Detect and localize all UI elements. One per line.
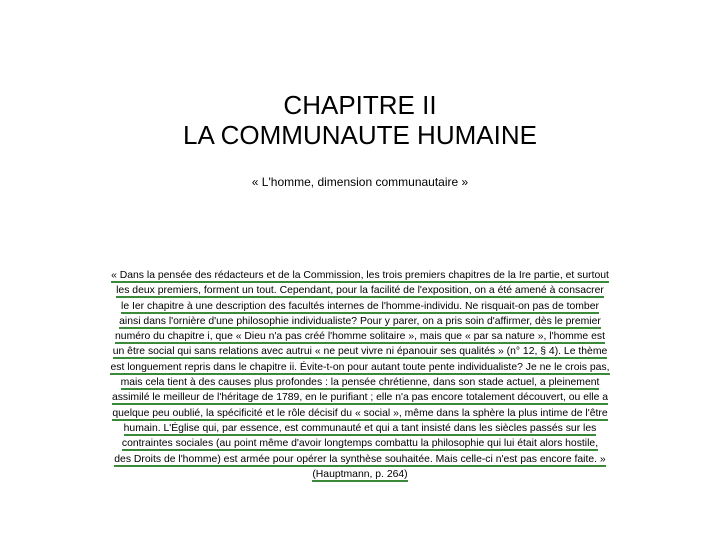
quotation-line: les deux premiers, forment un tout. Cependant, pour la facilité de l'exposition, on a été amené à consacrer [116,285,604,297]
quotation-line: est longuement repris dans le chapitre ii. Évite-t-on pour autant toute pente individualiste? Je ne le crois pas, [110,361,610,373]
quotation-block [66,268,654,482]
quotation-line: quelque peu oublié, la spécificité et le rôle décisif du « social », même dans la sphère la plus intime de l'être [112,407,608,419]
citation-line: (Hauptmann, p. 264) [312,468,408,480]
quotation-line: des Droits de l'homme) est armée pour opérer la synthèse souhaitée. Mais celle-ci n'est pas encore faite. » [114,453,606,465]
quotation-line: contraintes sociales (au point même d'avoir longtemps combattu la philosophie qui lui était alors hostile, [121,438,599,450]
title-line-heading: LA COMMUNAUTE HUMAINE [183,120,537,150]
quotation-line: numéro du chapitre i, que « Dieu n'a pas créé l'homme solitaire », mais que « par sa nature », l'homme est [115,331,605,343]
quotation-line: mais cela tient à des causes plus profondes : la pensée chrétienne, dans son stade actuel, a pleinement [120,377,600,389]
page-title [0,90,720,150]
quotation-line: ainsi dans l'ornière d'une philosophie individualiste? Pour y parer, on a pris soin d'affirmer, dès le premier [119,315,601,327]
subtitle: « L'homme, dimension communautaire » [251,175,469,189]
quotation-line: « Dans la pensée des rédacteurs et de la Commission, les trois premiers chapitres de la Ire partie, et surtout [111,270,609,281]
quotation-line: un être social qui sans relations avec autrui « ne peut vivre ni épanouir ses qualités » (n° 12, § 4). Le thème [112,346,608,358]
quotation-line: humain. L'Église qui, par essence, est communauté et qui a tant insisté dans les siècles passés sur les [123,422,597,434]
title-line-chapter: CHAPITRE II [283,90,437,120]
quotation-line: assimilé le meilleur de l'héritage de 1789, en le purifiant ; elle n'a pas encore totalement découvert, ou elle a [111,392,609,404]
quotation-line: le Ier chapitre à une description des facultés internes de l'homme-individu. Ne risquait-on pas de tomber [121,300,599,312]
